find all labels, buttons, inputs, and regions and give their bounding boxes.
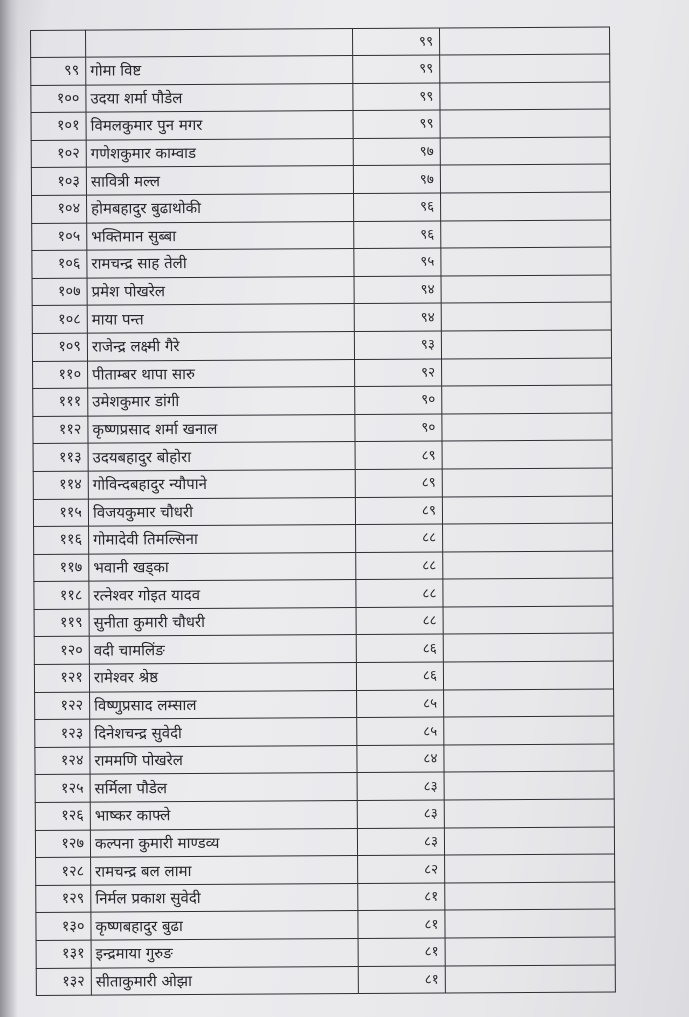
blank-cell bbox=[440, 164, 610, 193]
table-row bbox=[33, 413, 612, 444]
name-cell: कल्पना कुमारी माण्डव्य bbox=[90, 828, 357, 857]
marks-cell: ९४ bbox=[354, 276, 441, 304]
results-table bbox=[30, 26, 616, 996]
serial-cell: १२८ bbox=[36, 857, 91, 885]
name-cell: सर्मिला पौडेल bbox=[90, 773, 357, 802]
name-cell: होमबहादुर बुढाथोकी bbox=[87, 193, 354, 222]
table-row bbox=[35, 689, 614, 720]
table-row bbox=[31, 54, 610, 85]
results-table-body bbox=[31, 27, 616, 996]
serial-cell: ११९ bbox=[34, 609, 89, 637]
blank-cell bbox=[441, 330, 611, 359]
marks-cell: ८१ bbox=[358, 910, 445, 938]
marks-cell: ८१ bbox=[358, 883, 445, 911]
table-row bbox=[33, 440, 612, 471]
serial-cell: १०८ bbox=[32, 305, 87, 333]
blank-cell bbox=[444, 771, 614, 800]
name-cell: निर्मल प्रकाश सुवेदी bbox=[91, 883, 358, 912]
marks-cell: ९४ bbox=[354, 303, 441, 331]
marks-cell: ९९ bbox=[353, 83, 440, 111]
marks-cell: ८८ bbox=[356, 552, 443, 580]
blank-cell bbox=[444, 689, 614, 718]
serial-cell: १०९ bbox=[32, 333, 87, 361]
serial-cell: १३२ bbox=[36, 968, 91, 996]
name-cell bbox=[86, 29, 353, 58]
serial-cell: १०२ bbox=[31, 140, 86, 168]
marks-cell: ८९ bbox=[355, 469, 442, 497]
serial-cell: ११३ bbox=[33, 443, 88, 471]
blank-cell bbox=[441, 220, 611, 249]
name-cell: उदया शर्मा पौडेल bbox=[86, 83, 353, 112]
marks-cell: ९६ bbox=[354, 193, 441, 221]
serial-cell: ११८ bbox=[34, 581, 89, 609]
serial-cell: ९९ bbox=[31, 57, 86, 85]
table-row bbox=[35, 716, 614, 747]
serial-cell: १२९ bbox=[36, 885, 91, 913]
name-cell: भक्तिमान सुब्बा bbox=[87, 221, 354, 250]
blank-cell bbox=[441, 192, 611, 221]
table-row bbox=[33, 495, 612, 526]
table-row bbox=[31, 137, 610, 168]
blank-cell bbox=[443, 551, 613, 580]
serial-cell: १२५ bbox=[35, 775, 90, 803]
serial-cell: १०५ bbox=[32, 223, 87, 251]
marks-cell: ८९ bbox=[355, 441, 442, 469]
name-cell: रामचन्द्र बल लामा bbox=[91, 856, 358, 885]
blank-cell bbox=[444, 744, 614, 773]
blank-cell bbox=[443, 578, 613, 607]
marks-cell: ८४ bbox=[357, 745, 444, 773]
table-row bbox=[33, 468, 612, 499]
marks-cell: ८२ bbox=[358, 855, 445, 883]
table-row bbox=[36, 965, 615, 996]
table-row bbox=[32, 302, 611, 333]
name-cell: राजेन्द्र लक्ष्मी गैरे bbox=[87, 331, 354, 360]
blank-cell bbox=[443, 633, 613, 662]
blank-cell bbox=[443, 661, 613, 690]
serial-cell: ११४ bbox=[33, 471, 88, 499]
name-cell: उमेशकुमार डांगी bbox=[88, 387, 355, 416]
table-row bbox=[31, 164, 610, 195]
marks-cell: ९९ bbox=[353, 110, 440, 138]
serial-cell: १२४ bbox=[35, 747, 90, 775]
name-cell: विजयकुमार चौधरी bbox=[88, 497, 355, 526]
name-cell: रत्नेश्वर गोइत यादव bbox=[89, 580, 356, 609]
serial-cell: १०७ bbox=[32, 278, 87, 306]
name-cell: रामेश्वर श्रेष्ठ bbox=[89, 663, 356, 692]
table-row-partial bbox=[31, 27, 610, 58]
blank-cell bbox=[440, 82, 610, 111]
table-row bbox=[36, 854, 615, 885]
marks-cell: ८९ bbox=[355, 496, 442, 524]
table-row bbox=[32, 220, 611, 251]
table-row bbox=[33, 357, 612, 388]
marks-cell: ८५ bbox=[357, 717, 444, 745]
serial-cell bbox=[31, 30, 86, 57]
table-row bbox=[35, 744, 614, 775]
marks-cell: ८१ bbox=[358, 966, 445, 994]
blank-cell bbox=[445, 854, 615, 883]
serial-cell: ११५ bbox=[33, 499, 88, 527]
blank-cell bbox=[440, 109, 610, 138]
name-cell: पीताम्बर थापा सारु bbox=[88, 359, 355, 388]
table-row bbox=[34, 606, 613, 637]
table-row bbox=[34, 523, 613, 554]
serial-cell: १०१ bbox=[31, 112, 86, 140]
name-cell: प्रमेश पोखरेल bbox=[87, 276, 354, 305]
table-row bbox=[33, 385, 612, 416]
name-cell: भाष्कर काफ्ले bbox=[90, 801, 357, 830]
marks-cell: ९९ bbox=[353, 55, 440, 83]
serial-cell: १२२ bbox=[35, 692, 90, 720]
name-cell: सुनीता कुमारी चौधरी bbox=[89, 607, 356, 636]
blank-cell bbox=[445, 882, 615, 911]
serial-cell: १०३ bbox=[31, 168, 86, 196]
table-row bbox=[34, 551, 613, 582]
table-row bbox=[34, 633, 613, 664]
table-row bbox=[31, 82, 610, 113]
blank-cell bbox=[442, 468, 612, 497]
serial-cell: १११ bbox=[33, 388, 88, 416]
serial-cell: ११२ bbox=[33, 416, 88, 444]
serial-cell: ११६ bbox=[34, 526, 89, 554]
table-row bbox=[34, 578, 613, 609]
table-row bbox=[35, 827, 614, 858]
table-row bbox=[32, 330, 611, 361]
serial-cell: १०६ bbox=[32, 250, 87, 278]
table-row bbox=[34, 661, 613, 692]
serial-cell: १२७ bbox=[35, 830, 90, 858]
marks-cell: ९९ bbox=[352, 28, 439, 56]
marks-cell: ८६ bbox=[356, 634, 443, 662]
name-cell: विष्णुप्रसाद लम्साल bbox=[90, 690, 357, 719]
table-row bbox=[36, 937, 615, 968]
name-cell: भवानी खड्का bbox=[89, 552, 356, 581]
name-cell: दिनेशचन्द्र सुवेदी bbox=[90, 718, 357, 747]
table-row bbox=[35, 799, 614, 830]
table-row bbox=[31, 109, 610, 140]
blank-cell bbox=[445, 965, 615, 994]
results-sheet bbox=[30, 26, 616, 996]
name-cell: उदयबहादुर बोहोरा bbox=[88, 442, 355, 471]
name-cell: सावित्री मल्ल bbox=[86, 166, 353, 195]
table-row bbox=[36, 882, 615, 913]
blank-cell bbox=[443, 606, 613, 635]
serial-cell: १०० bbox=[31, 85, 86, 113]
serial-cell: १३० bbox=[36, 913, 91, 941]
marks-cell: ९७ bbox=[353, 165, 440, 193]
blank-cell bbox=[445, 909, 615, 938]
table-row bbox=[36, 909, 615, 940]
blank-cell bbox=[442, 440, 612, 469]
marks-cell: ८८ bbox=[356, 524, 443, 552]
marks-cell: ९७ bbox=[353, 138, 440, 166]
marks-cell: ८१ bbox=[358, 938, 445, 966]
blank-cell bbox=[442, 385, 612, 414]
serial-cell: १२० bbox=[34, 637, 89, 665]
marks-cell: ८६ bbox=[356, 662, 443, 690]
blank-cell bbox=[443, 523, 613, 552]
table-row bbox=[32, 247, 611, 278]
serial-cell: ११० bbox=[33, 361, 88, 389]
blank-cell bbox=[440, 137, 610, 166]
serial-cell: १२३ bbox=[35, 719, 90, 747]
name-cell: कृष्णबहादुर बुढा bbox=[91, 911, 358, 940]
blank-cell bbox=[442, 357, 612, 386]
serial-cell: १०४ bbox=[32, 195, 87, 223]
name-cell: इन्द्रमाया गुरुङ bbox=[91, 939, 358, 968]
name-cell: राममणि पोखरेल bbox=[90, 745, 357, 774]
blank-cell bbox=[441, 247, 611, 276]
marks-cell: ९३ bbox=[354, 331, 441, 359]
marks-cell: ८८ bbox=[356, 579, 443, 607]
serial-cell: ११७ bbox=[34, 554, 89, 582]
blank-cell bbox=[445, 937, 615, 966]
marks-cell: ९० bbox=[355, 386, 442, 414]
name-cell: रामचन्द्र साह तेली bbox=[87, 249, 354, 278]
blank-cell bbox=[444, 799, 614, 828]
table-row bbox=[35, 771, 614, 802]
name-cell: गोमा विष्ट bbox=[86, 56, 353, 85]
marks-cell: ९६ bbox=[354, 221, 441, 249]
name-cell: कृष्णप्रसाद शर्मा खनाल bbox=[88, 414, 355, 443]
blank-cell bbox=[444, 716, 614, 745]
name-cell: विमलकुमार पुन मगर bbox=[86, 111, 353, 140]
blank-cell bbox=[442, 413, 612, 442]
marks-cell: ८३ bbox=[357, 772, 444, 800]
table-row bbox=[32, 192, 611, 223]
blank-cell bbox=[441, 302, 611, 331]
serial-cell: १२६ bbox=[35, 802, 90, 830]
serial-cell: १३१ bbox=[36, 940, 91, 968]
name-cell: गणेशकुमार काम्वाड bbox=[86, 138, 353, 167]
name-cell: गोमादेवी तिमल्सिना bbox=[89, 525, 356, 554]
table-row bbox=[32, 275, 611, 306]
blank-cell bbox=[439, 27, 609, 55]
blank-cell bbox=[441, 275, 611, 304]
marks-cell: ९० bbox=[355, 414, 442, 442]
page-edge-shadow bbox=[0, 0, 18, 1017]
marks-cell: ८५ bbox=[357, 690, 444, 718]
marks-cell: ८८ bbox=[356, 607, 443, 635]
marks-cell: ८३ bbox=[357, 800, 444, 828]
name-cell: माया पन्त bbox=[87, 304, 354, 333]
name-cell: वदी चामलिंङ bbox=[89, 635, 356, 664]
marks-cell: ९२ bbox=[355, 359, 442, 387]
blank-cell bbox=[440, 54, 610, 83]
blank-cell bbox=[444, 827, 614, 856]
name-cell: गोविन्दबहादुर न्यौपाने bbox=[88, 469, 355, 498]
blank-cell bbox=[442, 495, 612, 524]
marks-cell: ९५ bbox=[354, 248, 441, 276]
name-cell: सीताकुमारी ओझा bbox=[91, 966, 358, 995]
marks-cell: ८३ bbox=[357, 828, 444, 856]
serial-cell: १२१ bbox=[34, 664, 89, 692]
